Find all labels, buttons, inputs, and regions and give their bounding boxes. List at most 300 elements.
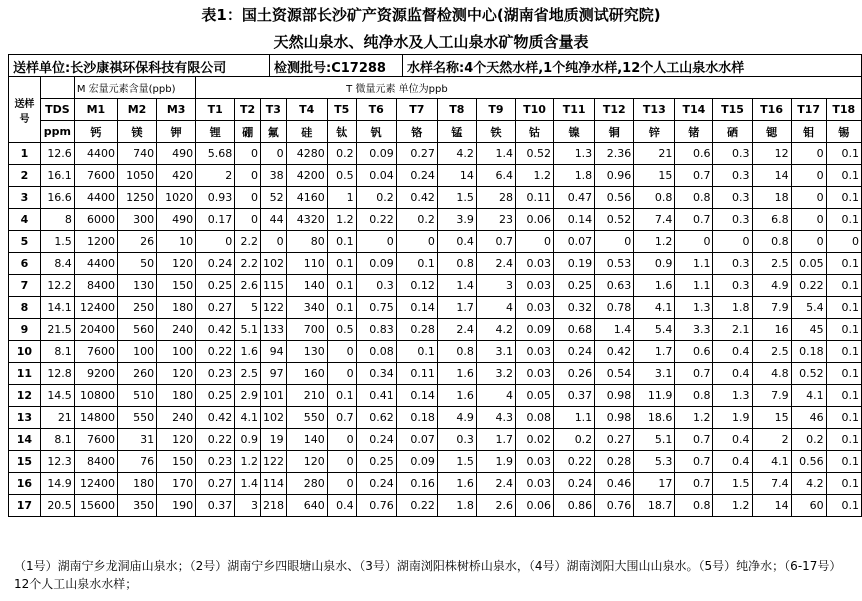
table-cell: 0 — [327, 341, 356, 363]
table-cell: 0 — [235, 143, 261, 165]
table-cell: 120 — [286, 451, 327, 473]
table-cell: 4320 — [286, 209, 327, 231]
table-cell: 0.07 — [554, 231, 595, 253]
table-cell: 4.1 — [634, 297, 675, 319]
table-cell: 0.25 — [196, 385, 235, 407]
macro-group-header: M 宏量元素含量(ppb) — [74, 77, 195, 99]
table-cell: 0.2 — [554, 429, 595, 451]
table-cell: 0.09 — [516, 319, 554, 341]
table-cell: 45 — [791, 319, 826, 341]
table-cell: 0.24 — [356, 473, 396, 495]
table-cell: 0 — [791, 165, 826, 187]
column-code-t15: T15 — [713, 99, 752, 121]
table-cell: 150 — [157, 451, 196, 473]
table-cell: 10800 — [74, 385, 117, 407]
table-cell: 14.1 — [40, 297, 74, 319]
samples-info: 水样名称:4个天然水样,1个纯净水样,12个人工山泉水水样 — [407, 61, 745, 76]
table-cell: 31 — [118, 429, 157, 451]
sender-info: 送样单位:长沙康祺环保科技有限公司 — [9, 55, 270, 77]
table-cell: 0.42 — [196, 319, 235, 341]
table-cell: 550 — [118, 407, 157, 429]
table-cell: 14 — [752, 495, 791, 517]
table-cell: 0.23 — [196, 363, 235, 385]
table-cell: 140 — [286, 429, 327, 451]
table-cell: 1.4 — [595, 319, 634, 341]
table-cell: 4 — [476, 297, 515, 319]
table-cell: 18.7 — [634, 495, 675, 517]
column-element-t16: 锶 — [752, 121, 791, 143]
table-row — [9, 341, 862, 363]
table-cell: 0.06 — [516, 209, 554, 231]
table-cell: 0.19 — [554, 253, 595, 275]
column-code-t13: T13 — [634, 99, 675, 121]
table-cell: 0.47 — [554, 187, 595, 209]
table-cell: 0 — [196, 231, 235, 253]
sample-no-header: 送样号 — [9, 77, 41, 143]
table-row — [9, 473, 862, 495]
table-cell: 1.2 — [516, 165, 554, 187]
column-code-m2: M2 — [118, 99, 157, 121]
table-cell: 0.06 — [516, 495, 554, 517]
table-cell: 0.3 — [713, 165, 752, 187]
table-cell: 8.4 — [40, 253, 74, 275]
table-cell: 114 — [260, 473, 286, 495]
table-cell: 12.2 — [40, 275, 74, 297]
column-element-m1: 钙 — [74, 121, 117, 143]
table-cell: 0.1 — [826, 209, 861, 231]
column-element-t1: 锂 — [196, 121, 235, 143]
table-cell: 0.03 — [516, 363, 554, 385]
table-cell: 1.2 — [235, 451, 261, 473]
table-cell: 0 — [356, 231, 396, 253]
table-cell: 0.2 — [791, 429, 826, 451]
table-cell: 0.8 — [437, 253, 476, 275]
column-element-m2: 镁 — [118, 121, 157, 143]
table-row — [9, 275, 862, 297]
table-cell: 7.4 — [634, 209, 675, 231]
table-cell: 700 — [286, 319, 327, 341]
column-element-t6: 钒 — [356, 121, 396, 143]
batch-info: 检测批号:C17288 — [270, 55, 403, 77]
table-cell: 0.22 — [196, 341, 235, 363]
table-cell: 0.02 — [516, 429, 554, 451]
table-cell: 7.9 — [752, 385, 791, 407]
table-cell: 101 — [260, 385, 286, 407]
table-row — [9, 209, 862, 231]
table-cell: 0.6 — [675, 143, 713, 165]
table-cell: 4 — [476, 385, 515, 407]
column-element-t12: 铜 — [595, 121, 634, 143]
table-cell: 0.42 — [595, 341, 634, 363]
table-cell: 10 — [157, 231, 196, 253]
table-cell: 5 — [235, 297, 261, 319]
table-cell: 0.03 — [516, 451, 554, 473]
table-cell: 0.2 — [327, 143, 356, 165]
table-cell: 1.2 — [675, 407, 713, 429]
table-cell: 8.1 — [40, 341, 74, 363]
table-cell: 0.2 — [356, 187, 396, 209]
table-cell: 8 — [40, 209, 74, 231]
table-cell: 740 — [118, 143, 157, 165]
table-cell: 0.76 — [595, 495, 634, 517]
table-cell: 7.4 — [752, 473, 791, 495]
table-cell: 0.7 — [675, 165, 713, 187]
table-cell: 0.22 — [791, 275, 826, 297]
table-cell: 0.18 — [396, 407, 437, 429]
table-cell: 1.6 — [437, 363, 476, 385]
table-cell: 0 — [791, 187, 826, 209]
table-cell: 1.3 — [554, 143, 595, 165]
table-cell: 0 — [260, 231, 286, 253]
table-cell: 0.1 — [327, 231, 356, 253]
table-cell: 5.4 — [634, 319, 675, 341]
table-cell: 1.5 — [40, 231, 74, 253]
table-cell: 0.08 — [516, 407, 554, 429]
table-cell: 0.2 — [396, 209, 437, 231]
table-cell: 2.4 — [476, 473, 515, 495]
table-cell: 4400 — [74, 253, 117, 275]
table-cell: 640 — [286, 495, 327, 517]
table-cell: 1.4 — [476, 143, 515, 165]
table-cell: 0.3 — [713, 275, 752, 297]
row-index: 1 — [9, 143, 41, 165]
table-cell: 0.25 — [196, 275, 235, 297]
column-code-t16: T16 — [752, 99, 791, 121]
table-cell: 5.1 — [634, 429, 675, 451]
column-code-t18: T18 — [826, 99, 861, 121]
table-cell: 52 — [260, 187, 286, 209]
column-element-t3: 氟 — [260, 121, 286, 143]
table-cell: 1.8 — [713, 297, 752, 319]
table-cell: 260 — [118, 363, 157, 385]
table-cell: 28 — [476, 187, 515, 209]
table-cell: 1.4 — [235, 473, 261, 495]
table-cell: 0.8 — [634, 187, 675, 209]
table-cell: 3.2 — [476, 363, 515, 385]
table-cell: 80 — [286, 231, 327, 253]
column-code-m3: M3 — [157, 99, 196, 121]
table-cell: 0 — [327, 473, 356, 495]
table-row — [9, 451, 862, 473]
table-cell: 6000 — [74, 209, 117, 231]
table-cell: 19 — [260, 429, 286, 451]
table-cell: 0.8 — [675, 495, 713, 517]
table-cell: 0.42 — [196, 407, 235, 429]
table-cell: 122 — [260, 451, 286, 473]
table-cell: 4.8 — [752, 363, 791, 385]
table-cell: 2.5 — [752, 253, 791, 275]
table-row — [9, 253, 862, 275]
table-cell: 2.36 — [595, 143, 634, 165]
table-cell: 0.96 — [595, 165, 634, 187]
table-cell: 160 — [286, 363, 327, 385]
table-cell: 420 — [157, 165, 196, 187]
row-index: 17 — [9, 495, 41, 517]
table-cell: 0.24 — [396, 165, 437, 187]
table-cell: 1020 — [157, 187, 196, 209]
table-cell: 0.27 — [595, 429, 634, 451]
table-cell: 15 — [634, 165, 675, 187]
table-cell: 2 — [196, 165, 235, 187]
table-cell: 3.3 — [675, 319, 713, 341]
table-cell: 0.26 — [554, 363, 595, 385]
table-cell: 0.68 — [554, 319, 595, 341]
table-cell: 14.5 — [40, 385, 74, 407]
table-cell: 4.2 — [437, 143, 476, 165]
table-cell: 0.3 — [437, 429, 476, 451]
table-cell: 130 — [286, 341, 327, 363]
table-cell: 0.9 — [235, 429, 261, 451]
table-cell: 190 — [157, 495, 196, 517]
table-cell: 0 — [235, 209, 261, 231]
table-cell: 4.1 — [235, 407, 261, 429]
table-cell: 23 — [476, 209, 515, 231]
table-cell: 218 — [260, 495, 286, 517]
table-cell: 170 — [157, 473, 196, 495]
table-cell: 11.9 — [634, 385, 675, 407]
table-cell: 1.6 — [634, 275, 675, 297]
row-index: 9 — [9, 319, 41, 341]
row-index: 11 — [9, 363, 41, 385]
table-cell: 0.56 — [791, 451, 826, 473]
table-cell: 0 — [516, 231, 554, 253]
table-cell: 0.1 — [826, 187, 861, 209]
table-row — [9, 231, 862, 253]
table-cell: 0.12 — [396, 275, 437, 297]
row-index: 2 — [9, 165, 41, 187]
table-cell: 0.1 — [826, 429, 861, 451]
table-cell: 0.28 — [396, 319, 437, 341]
table-cell: 4.2 — [791, 473, 826, 495]
table-cell: 1.2 — [713, 495, 752, 517]
table-cell: 3.1 — [634, 363, 675, 385]
table-cell: 7600 — [74, 165, 117, 187]
table-cell: 0.1 — [327, 385, 356, 407]
row-index: 3 — [9, 187, 41, 209]
table-cell: 490 — [157, 209, 196, 231]
table-cell: 1.8 — [554, 165, 595, 187]
table-cell: 1.6 — [235, 341, 261, 363]
table-cell: 100 — [157, 341, 196, 363]
table-cell: 0.7 — [675, 451, 713, 473]
table-cell: 130 — [118, 275, 157, 297]
table-subtitle: 天然山泉水、纯净水及人工山泉水矿物质含量表 — [273, 33, 589, 51]
table-cell: 2.6 — [235, 275, 261, 297]
table-cell: 1.2 — [327, 209, 356, 231]
table-cell: 44 — [260, 209, 286, 231]
table-cell: 4.1 — [791, 385, 826, 407]
table-cell: 0.1 — [826, 319, 861, 341]
table-cell: 240 — [157, 319, 196, 341]
table-cell: 1.7 — [437, 297, 476, 319]
table-cell: 5.3 — [634, 451, 675, 473]
column-element-t2: 硼 — [235, 121, 261, 143]
table-cell: 0.1 — [826, 143, 861, 165]
table-cell: 6.4 — [476, 165, 515, 187]
table-row — [9, 407, 862, 429]
table-cell: 0.1 — [826, 407, 861, 429]
column-code-t7: T7 — [396, 99, 437, 121]
table-cell: 2.4 — [476, 253, 515, 275]
table-cell: 21 — [40, 407, 74, 429]
table-cell: 0.6 — [675, 341, 713, 363]
table-cell: 0.37 — [196, 495, 235, 517]
column-element-t5: 钛 — [327, 121, 356, 143]
trace-group-header: T 微量元素 单位为ppb — [196, 77, 862, 99]
table-cell: 115 — [260, 275, 286, 297]
table-cell: 16 — [752, 319, 791, 341]
table-cell: 4280 — [286, 143, 327, 165]
table-row — [9, 363, 862, 385]
table-cell: 0.4 — [437, 231, 476, 253]
table-cell: 3.1 — [476, 341, 515, 363]
table-cell: 0.7 — [675, 473, 713, 495]
table-cell: 0.1 — [826, 385, 861, 407]
ppm-header: ppm — [40, 121, 74, 143]
column-code-t2: T2 — [235, 99, 261, 121]
table-cell: 1.1 — [675, 253, 713, 275]
table-cell: 18.6 — [634, 407, 675, 429]
table-cell: 1.9 — [713, 407, 752, 429]
table-cell: 1.5 — [437, 187, 476, 209]
table-cell: 0 — [595, 231, 634, 253]
table-cell: 16.6 — [40, 187, 74, 209]
table-cell: 0.14 — [396, 297, 437, 319]
table-cell: 2.1 — [713, 319, 752, 341]
table-cell: 1.5 — [437, 451, 476, 473]
table-cell: 0.1 — [826, 253, 861, 275]
table-cell: 510 — [118, 385, 157, 407]
table-cell: 1.3 — [713, 385, 752, 407]
column-element-t18: 锡 — [826, 121, 861, 143]
table-row — [9, 297, 862, 319]
table-cell: 50 — [118, 253, 157, 275]
table-row — [9, 385, 862, 407]
table-cell: 1.5 — [713, 473, 752, 495]
table-cell: 14 — [437, 165, 476, 187]
table-cell: 15600 — [74, 495, 117, 517]
table-cell: 0 — [327, 451, 356, 473]
table-cell: 0.98 — [595, 407, 634, 429]
table-cell: 18 — [752, 187, 791, 209]
table-cell: 0 — [791, 209, 826, 231]
table-cell: 0.1 — [826, 363, 861, 385]
column-element-t7: 铬 — [396, 121, 437, 143]
column-element-t13: 锌 — [634, 121, 675, 143]
table-cell: 2 — [752, 429, 791, 451]
table-cell: 8400 — [74, 275, 117, 297]
table-row — [9, 429, 862, 451]
table-cell: 0.3 — [356, 275, 396, 297]
table-cell: 0.53 — [595, 253, 634, 275]
table-cell: 0.22 — [356, 209, 396, 231]
table-cell: 4.2 — [476, 319, 515, 341]
data-table — [8, 76, 862, 517]
table-cell: 0.1 — [826, 297, 861, 319]
table-cell: 14800 — [74, 407, 117, 429]
table-cell: 250 — [118, 297, 157, 319]
table-cell: 0.8 — [675, 187, 713, 209]
table-cell: 14.9 — [40, 473, 74, 495]
column-element-t9: 铁 — [476, 121, 515, 143]
table-row — [9, 143, 862, 165]
table-cell: 7600 — [74, 341, 117, 363]
info-bar — [8, 54, 862, 77]
table-cell: 300 — [118, 209, 157, 231]
table-cell: 2.2 — [235, 253, 261, 275]
table-cell: 4160 — [286, 187, 327, 209]
table-cell: 4.9 — [752, 275, 791, 297]
column-element-t4: 硅 — [286, 121, 327, 143]
table-cell: 0.14 — [396, 385, 437, 407]
table-cell: 0.7 — [675, 363, 713, 385]
table-cell: 2.5 — [752, 341, 791, 363]
table-cell: 12.6 — [40, 143, 74, 165]
table-cell: 102 — [260, 253, 286, 275]
table-cell: 0.52 — [791, 363, 826, 385]
table-cell: 14 — [752, 165, 791, 187]
table-cell: 21 — [634, 143, 675, 165]
table-cell: 12400 — [74, 473, 117, 495]
table-cell: 0.25 — [554, 275, 595, 297]
column-code-t17: T17 — [791, 99, 826, 121]
table-cell: 0.52 — [595, 209, 634, 231]
table-cell: 46 — [791, 407, 826, 429]
table-cell: 0.42 — [396, 187, 437, 209]
table-cell: 1200 — [74, 231, 117, 253]
table-cell: 3 — [235, 495, 261, 517]
table-cell: 0 — [713, 231, 752, 253]
row-index: 14 — [9, 429, 41, 451]
table-cell: 0 — [791, 143, 826, 165]
table-cell: 180 — [157, 297, 196, 319]
table-cell: 0.56 — [595, 187, 634, 209]
table-cell: 4200 — [286, 165, 327, 187]
column-code-t3: T3 — [260, 99, 286, 121]
row-index: 16 — [9, 473, 41, 495]
table-cell: 0.37 — [554, 385, 595, 407]
row-index: 5 — [9, 231, 41, 253]
table-cell: 12400 — [74, 297, 117, 319]
column-element-t8: 锰 — [437, 121, 476, 143]
table-cell: 0.1 — [826, 473, 861, 495]
table-cell: 2.4 — [437, 319, 476, 341]
table-cell: 0.14 — [554, 209, 595, 231]
table-cell: 3 — [476, 275, 515, 297]
table-cell: 0.7 — [327, 407, 356, 429]
column-code-t4: T4 — [286, 99, 327, 121]
column-code-t9: T9 — [476, 99, 515, 121]
blank-header — [40, 77, 74, 99]
table-cell: 0 — [396, 231, 437, 253]
table-cell: 7600 — [74, 429, 117, 451]
table-cell: 120 — [157, 429, 196, 451]
table-cell: 1050 — [118, 165, 157, 187]
table-cell: 0.83 — [356, 319, 396, 341]
table-cell: 0.52 — [516, 143, 554, 165]
table-cell: 0.18 — [791, 341, 826, 363]
table-cell: 9200 — [74, 363, 117, 385]
table-cell: 0 — [675, 231, 713, 253]
table-cell: 8.1 — [40, 429, 74, 451]
table-cell: 560 — [118, 319, 157, 341]
table-cell: 0.25 — [356, 451, 396, 473]
table-cell: 100 — [118, 341, 157, 363]
table-cell: 1.6 — [437, 385, 476, 407]
table-cell: 0 — [260, 143, 286, 165]
table-cell: 0.1 — [396, 341, 437, 363]
table-cell: 180 — [118, 473, 157, 495]
